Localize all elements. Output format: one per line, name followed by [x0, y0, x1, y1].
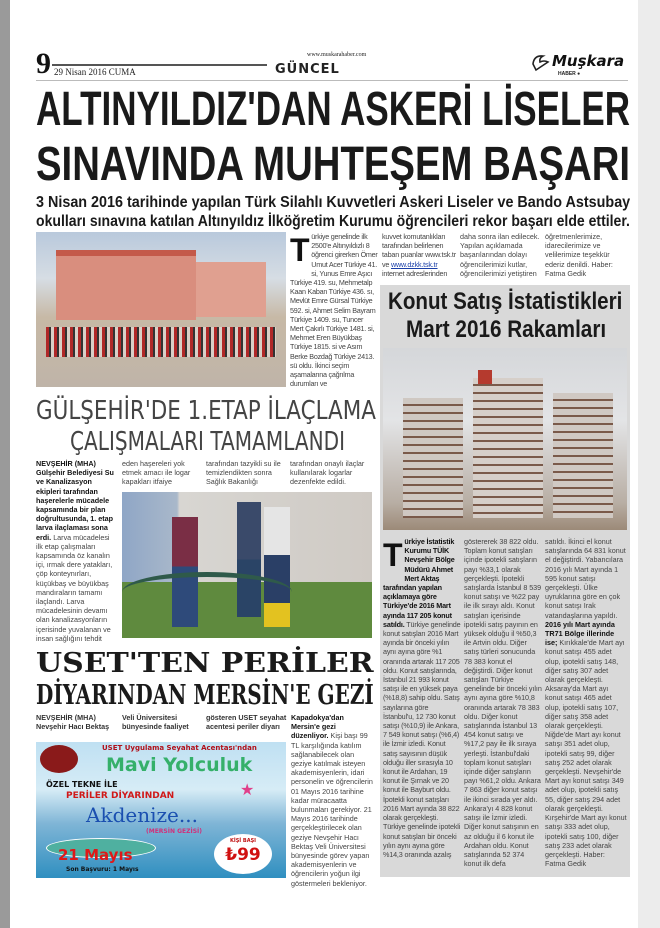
roof: [478, 370, 492, 384]
drop-cap: T: [290, 232, 310, 268]
article-column: [545, 537, 627, 868]
apartment-block: [473, 378, 543, 518]
article-column: [383, 537, 461, 859]
price-label: KİŞİ BAŞI: [229, 838, 257, 844]
worker-person: [264, 507, 290, 627]
column-text: Türkiye genelinde konut satışları 2016 Mart ayında bir önceki yılın aynı ayına göre %1 oranında artarak 117 205 oldu. Konut satışlarında, İstanbul 21 993 konut satışı ile en yüksek paya (%18,8) sahip oldu. Satış sayılarına göre İstanbul'u, 12 730 konut satışı (%10,9) ile Ankara, 7 549 konut satışı (%6,4) ile İzmir izledi. Konut satış sayısının düşük olduğu iller sırasıyla 10 konut ile Ardahan, 19 konut ile Şırnak ve 20 konut ile Bayburt oldu. İpotekli konut satışları 2016 Mart ayında 38 822 olarak gerçekleşti. Türkiye genelinde ipotekli konut satışları bir önceki yılın aynı ayına göre %14,3 oranında azalış: [383, 619, 461, 859]
gulsehir-headline-2: ÇALIŞMALARI TAMAMLANDI: [70, 427, 345, 457]
ad-line: (MERSİN GEZİSİ): [146, 828, 202, 835]
logo-bird-icon: [530, 52, 552, 74]
water-hose: [122, 572, 292, 612]
box-headline-1: Konut Satış İstatistikleri: [388, 288, 623, 315]
header-rule: [52, 64, 267, 66]
ad-date: 21 Mayıs: [58, 846, 133, 864]
box-headline-2: Mart 2016 Rakamları: [406, 316, 607, 343]
apartments-photo: [383, 348, 627, 530]
column-text: internet adreslerinden: [382, 268, 448, 278]
school-building: [56, 250, 196, 320]
students-crowd: [46, 327, 276, 357]
dzkk-link[interactable]: www.dzkk.tsk.tr: [391, 259, 438, 269]
housing-stats-box: [380, 285, 630, 877]
logo-subtext: HABER ●: [558, 71, 581, 77]
article-column: Veli Üniversitesi bünyesinde faaliyet: [122, 713, 189, 732]
starfish-icon: ★: [240, 780, 255, 799]
school-photo: [36, 232, 286, 387]
tour-advertisement: [36, 742, 286, 878]
headline-line-2: SINAVINDA MUHTEŞEM BAŞARI: [36, 138, 631, 191]
ad-line: PERİLER DİYARINDAN: [66, 791, 175, 801]
article-column: öğretmenlerimize, idarecilerimize ve velilerimize teşekkür ederiz denildi. Haber: Fatma Gedik: [545, 232, 613, 278]
uset-headline-2: DİYARINDAN MERSİN'E GEZİ: [36, 680, 374, 711]
article-column: [290, 232, 378, 388]
price-value: ₺99: [225, 845, 261, 865]
section-title: GÜNCEL: [275, 62, 340, 77]
newspaper-logo: [530, 52, 626, 78]
apartment-block: [403, 398, 463, 518]
logo-text: Muşkara: [552, 52, 625, 70]
headline-line-1: ALTINYILDIZ'DAN ASKERİ LİSELER: [36, 83, 631, 136]
subheadline-line-2: okulları sınavına katılan Altınyıldız İlköğretim Kurumu öğrencileri rekor başarı elde ettiler.: [36, 213, 630, 230]
column-text: kuvvet komutanlıkları tarafından belirlenen taban puanlar www.tsk.tr ve: [382, 232, 456, 269]
ad-line: ÖZEL TEKNE İLE: [46, 780, 118, 789]
divider: [36, 80, 628, 81]
issue-date: 29 Nisan 2016 CUMA: [54, 67, 136, 77]
ad-title: Mavi Yolculuk: [106, 754, 253, 776]
university-seal: [40, 745, 78, 773]
page-edge-left: [0, 0, 10, 928]
article-column: [291, 713, 373, 888]
lead-text: ürkiye İstatistik Kurumu TÜİK Nevşehir Bölge Müdürü Ahmet Mert Aktaş tarafından yapılan açıklamaya göre Türkiye'de 2016 Mart ayında 117 205 konut satıldı.: [383, 537, 455, 629]
page-edge-right: [638, 0, 660, 928]
ad-agency: USET Uygulama Seyahat Acentası'ndan: [102, 744, 257, 752]
article-column: eden haşereleri yok etmek amacı ile logar kapakları itfaiye: [122, 459, 191, 487]
subheading: 2016 yılı Mart ayında TR71 Bölge illerinde ise;: [545, 619, 615, 648]
ad-deadline: Son Başvuru: 1 Mayıs: [66, 866, 139, 873]
column-text: satıldı. İkinci el konut satışlarında 64 831 konut el değiştirdi. Yabancılara 2016 yılı Mart ayında 1 595 konut satışı gerçekleşti. Ülke uyruklarına göre en çok konut satışı Irak vatandaşlarına yapıldı.: [545, 537, 626, 620]
column-text: Kişi başı 99 TL karşılığında katılım sağlanabilecek olan geziye katılmak isteyen akademisyenlerin, idari personelin ve öğrencilerin 01 Mayıs 2016 tarihine kadar müracaatta bulunmaları gerekiyor. 21 Mayıs 2016 tarihinde gerçekleştirilecek olan geziye Nevşehir Hacı Bektaş Veli Üniversitesi bünyesinde görev yapan akademisyenlerin ve öğrencilerin yoğun ilgi göstermeleri bekleniyor.: [291, 731, 373, 888]
gulsehir-headline-1: GÜLŞEHİR'DE 1.ETAP İLAÇLAMA: [36, 396, 376, 426]
article-column: gösteren USET seyahat acentesi periler diyarı: [206, 713, 287, 732]
lead-text: Kapadokya'dan Mersin'e gezi düzenliyor.: [291, 713, 344, 741]
site-url: www.muskarahaber.com: [307, 52, 367, 58]
column-text: Kırıkkale'de Mart ayı konut satışı 455 adet olup, ipotekli satış 148, diğer satış 307 adet olarak gerçekleşti. Aksaray'da Mart ayı konut satışı 465 adet olup, ipotekli satış 107, diğer satış 358 adet olarak gerçekleşti. Niğde'de Mart ayı konut satışı 351 adet olup, ipotekli satış 99, diğer satış 252 adet olarak gerçekleşti. Nevşehir'de Mart ayı konut satışı 349 adet olup, ipotekli satış 55, diğer satış 294 adet olarak gerçekleşti. Kırşehir'de Mart ayı konut satışı 333 adet olup, ipotekli satış 100, diğer satış 233 adet olarak gerçekleşti. Haber: Fatma Gedik: [545, 638, 627, 869]
column-text: ürkiye genelinde ilk 2500'e Altınyıldızlı 8 öğrenci girerken Ömer Umut Acer Türkiye 41. si, Yunus Emre Aşıcı Türkiye 419. su, Mehmetalp Kaan Kaban Türkiye 436. sı, Mevlüt Emre Gürsal Türkiye 592. si, Ahmet Selim Bayram Türkiye 1409. su, Tuncer Mert Çakırlı Türkiye 1481. si, Mehmet Eren Büyükbaş Türkiye 1815. si ve Asım Berke Bozdağ Türkiye 2413. sü oldu. İkinci seçim aşamalarına çağrılma durumları ve: [290, 232, 378, 389]
article-column: tarafından onaylı ilaçlar kullanılarak logarlar dezenfekte edildi.: [290, 459, 365, 487]
article-column: göstererek 38 822 oldu. Toplam konut satışları içinde ipotekli satışların payı %33,1 olarak gerçekleşti. İpotekli satışlarda İstanbul 8 539 konut satışı ve %22 pay ile ilk sırayı aldı. Konut satışları içerisinde ipotekli satış payının en yüksek olduğu il %50,3 ile Artvin oldu. Diğer satış türleri sonucunda 78 383 konut el değiştirdi. Diğer konut satışları Türkiye genelinde bir önceki yılın aynı ayına göre %10,8 oranında artarak 78 383 oldu. Diğer konut satışlarında İstanbul 13 454 konut satışı ve %17,2 pay ile ilk sıraya yerleşti. İstanbul'daki toplam konut satışları içinde diğer satışların payı %61,2 oldu. Ankara 7 863 diğer konut satışı ile ikinci sırada yer aldı. Ankara'yı 4 828 konut satışı ile İzmir izledi. Diğer konut satışının en az olduğu il 6 konut ile Ardahan oldu. Konut satışlarında 52 374 konut ilk defa: [464, 537, 542, 869]
ad-line: Akdenize...: [86, 803, 198, 827]
article-column: [36, 459, 118, 643]
apartment-block: [553, 393, 613, 518]
drop-cap: T: [383, 537, 403, 573]
column-text: Larva mücadelesi ilk etap çalışmaları kapsamında öz kanalın içi, ırmak dere yatakları, çöp konteynırları, küçükbaş ve büyükbaş mandıraların tamamı ilaçlandı. Larva mücadelesinin devamı olan kanalizasyonların içerisinde yuvalanan ve insan sağlığını tehdit: [36, 532, 113, 643]
article-column: NEVŞEHİR (MHA) Nevşehir Hacı Bektaş: [36, 713, 110, 732]
uset-headline-1: USET'TEN PERİLER: [36, 648, 374, 679]
subheadline-line-1: 3 Nisan 2016 tarihinde yapılan Türk Silahlı Kuvvetleri Askeri Liseler ve Bando Astsubay: [36, 194, 631, 211]
school-wing: [196, 262, 266, 317]
price-badge: [214, 834, 272, 874]
article-column: [382, 232, 456, 278]
page-number: 9: [36, 47, 51, 80]
lead-text: NEVŞEHİR (MHA) Gülşehir Belediyesi Su ve Kanalizasyon ekipleri tarafından haşerelerle mücadele kapsamında bir plan doğrultusunda, 1. etap larva ilaçlaması sona erdi.: [36, 459, 114, 542]
article-column: tarafından tazyikli su ile temizlendikten sonra Sağlık Bakanlığı: [206, 459, 281, 487]
article-column: daha sonra ilan edilecek. Yapılan açıklamada başarılarından dolayı öğrencilerimizi kutlar, öğrencilerimizi yetiştiren: [460, 232, 540, 278]
workers-photo: [122, 492, 372, 638]
